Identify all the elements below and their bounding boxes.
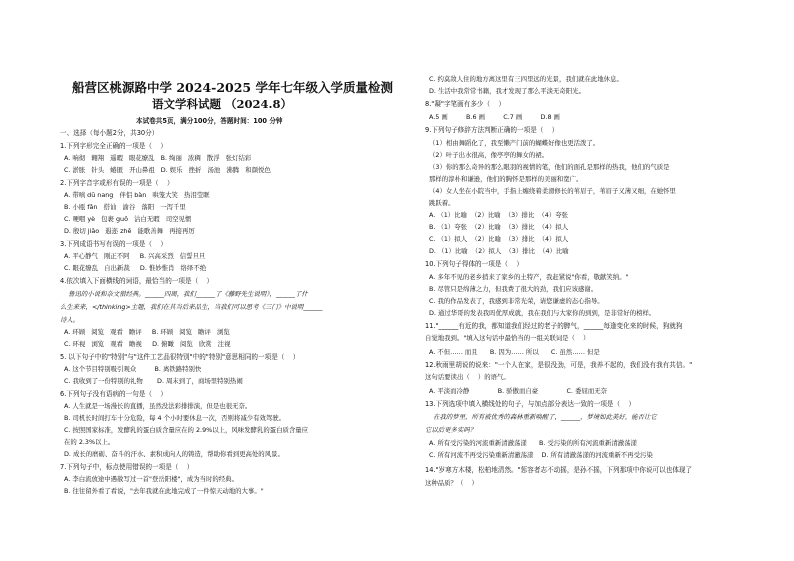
q2-option-d: D. 殷切 jiāo 遐迩 zhē 能歌善舞 再接再厉 bbox=[64, 227, 195, 235]
question-11: 11."______有近的我，都知道我们经过的老子的脾气，______每逢变化来的时候，狗就狗 bbox=[425, 322, 683, 330]
q9-option-c: C. （1）拟人 （2）比喻 （3）排比 （4）拟人 bbox=[429, 235, 569, 243]
q3-option-cd: C. 眼花缭乱 自出新裁 D. 惟妙惟肖 络绎不绝 bbox=[64, 264, 207, 272]
question-3: 3.下列成语书写有误的一项是（ ） bbox=[60, 240, 167, 248]
q13-passage-2: 它以后更多实吗？ bbox=[425, 426, 477, 434]
question-1: 1.下列字形完全正确的一项是（ ） bbox=[60, 142, 167, 150]
q13-option-cd: C. 所有河流不再受污染重新清澈荡漾 D. 所有清澈荡漾的河流重新不再受污染 bbox=[429, 451, 653, 459]
q1-option-cd: C. 淤胀 针头 蜷匿 开山鼻祖 D. 娱乐 挫折 汤池 沸腾 和颜悦色 bbox=[64, 166, 271, 174]
question-11-cont: 自觉地我到。"填入这句话中最恰当的一组关联词是（ ） bbox=[425, 334, 590, 342]
q1-option-ab: A. 响彻 翱翔 遥暇 眼花缭乱 B. 绚丽 浓稠 散浮 张灯结彩 bbox=[64, 154, 252, 162]
q6-option-b: B. 司机长时间打车十分危险，每 4 个小时要休息一次，否则将减少有效驾驶。 bbox=[64, 414, 286, 422]
q9-sentence-3: （3）你的那么奇异的那么眼羽的视情的笔，他们的面孔是那样的热我，他们的气质是 bbox=[429, 163, 670, 171]
question-8: 8."凝"字笔画有多少（ ） bbox=[425, 100, 506, 108]
q2-option-b: B. 小瓯 fǎn 搭讪 渝谷 落阳 一泻千里 bbox=[64, 203, 186, 211]
question-14: 14."岁寒方木楼，松柏地清然。"惩容者志不动摇，是孙不摇，下列那项中你说可以也体现了 bbox=[425, 466, 693, 474]
question-5: 5. 以下句子中的"特别"与"这件工艺品很特别"中的"特别"意思相同的一项是（ ） bbox=[60, 353, 300, 361]
q9-option-a: A. （1）比喻 （2）比喻 （3）排比 （4）夸张 bbox=[429, 211, 569, 219]
q4-option-ab: A. 环顾 阅览 观看 瞻评 B. 环顾 阅览 瞻评 浏览 bbox=[64, 328, 230, 336]
exam-info: 本试卷共5页，满分100分，答题时间：100 分钟 bbox=[136, 117, 283, 125]
q12-options: A. 平淡而冷静 B. 骄傲而自豪 C. 委屈而无奈 bbox=[429, 387, 608, 395]
q10-option-b: B. 尽管只是绵薄之力，但我费了很大的劲，我们应该感谢。 bbox=[429, 285, 598, 293]
q6-option-d: D. 成长的磨砺、奋斗的汗水、素积成向人的铸造，帮助你看到更高处的风景。 bbox=[64, 450, 284, 458]
q8-options: A.5 画 B.6 画 C.7 画 D.8 画 bbox=[429, 113, 560, 121]
q3-option-ab: A. 平心静气 刚正不阿 B. 兴高采烈 信誓旦旦 bbox=[64, 252, 206, 260]
question-4: 4.依次填入下面横线的词语，最恰当的一项是（ ） bbox=[60, 277, 214, 285]
question-12-cont: 这句话要读出（ ）的语气。 bbox=[425, 373, 510, 381]
q9-sentence-2: （2）叶子出水很高，像亭亭的舞女的裙。 bbox=[429, 151, 549, 159]
exam-subtitle: 语文学科试题 （2024.8） bbox=[152, 97, 293, 111]
q13-option-ab: A. 所有受污染的河流重新清澈荡漾 B. 受污染的所有河流重新清澈荡漾 bbox=[429, 439, 637, 447]
q13-passage-1: 在我的梦里，所有被优秀的森林重新唤醒了，______，梦境如此美好，能否让它 bbox=[425, 413, 657, 421]
q9-option-b: B. （1）夸张 （2）比喻 （3）排比 （4）拟人 bbox=[429, 223, 569, 231]
q4-passage-3: 诗人。 bbox=[60, 316, 80, 324]
q6-option-a: A. 人生就是一场漫长的直播，虽然没法彩排排演，但是也很无奈。 bbox=[64, 402, 252, 410]
question-12: 12.秋雨里胡说的说来："一个人在家，是很没劲，可是，我养不起的，我们没有我有共信。" bbox=[425, 361, 693, 369]
q7-option-c: C. 约莫敌人住的地方离这里有三四里远的光景，我们就在此地休息。 bbox=[429, 75, 623, 83]
q4-option-cd: C. 环视 浏览 观看 瞻视 D. 俯瞰 阅览 欣赏 注视 bbox=[64, 340, 231, 348]
q9-sentence-3-cont: 那样的淳朴和谦逊，他们的胸怀是那样的美丽和宽广。 bbox=[429, 175, 583, 183]
q2-option-a: A. 带嗔 dū nang 伴侣 bàn 哄笼大笑 热泪莹眶 bbox=[64, 191, 210, 199]
question-7: 7.下列句子中，标点使用错误的一项是（ ） bbox=[60, 463, 194, 471]
question-2: 2.下列字音字或形有误的一项是（ ） bbox=[60, 179, 174, 187]
q4-passage-1: 鲁迅的小说和杂文很经典。______四周，我们______了《藤野先生说明》，______了什 bbox=[60, 290, 308, 298]
q7-option-d: D. 生活中我常常书籍，我才发现了那么平淡无奇阳光。 bbox=[429, 87, 585, 95]
q9-option-d: D. （1）比喻 （2）拟人 （3）排比 （4）比喻 bbox=[429, 247, 569, 255]
question-14-cont: 这种品质？（ ） bbox=[425, 479, 478, 487]
q11-options: A. 不但…… 而且 B. 因为…… 所以 C. 虽然…… 但是 bbox=[429, 348, 600, 356]
question-6: 6.下列句子没有语病的一句是（ ） bbox=[60, 390, 167, 398]
q4-passage-2: 么生来来，</thinking>主题，我们在其当后来品生，当我们可以思考《三门》中说明______ bbox=[60, 303, 323, 311]
q10-option-d: D. 通过华哥的发表我吗优厚成就，我在我们与大家你的到到，是非常好的榜样。 bbox=[429, 309, 656, 317]
exam-title: 船营区桃源路中学 2024-2025 学年七年级入学质量检测 bbox=[72, 80, 393, 95]
q9-sentence-4-cont: 跳跃着。 bbox=[429, 199, 455, 207]
section-heading: 一、选择（每小题2分，共30分） bbox=[60, 129, 159, 137]
q6-option-c-cont: 在的 2.3%以上。 bbox=[64, 438, 115, 446]
q9-sentence-1: （1）相由舞蹈化了，我至懒产门前的蝴蝶好像也更活泼了。 bbox=[429, 139, 600, 147]
q9-sentence-4: （4）女人坐在小院当中，手指上缠绕着柔滑修长的苇眉子，苇眉子又薄又细，在她怀里 bbox=[429, 187, 676, 195]
q2-option-c: C. 哽咽 yè 包裹 guǒ 沾白无暇 司空见惯 bbox=[64, 215, 192, 223]
q6-option-c: C. 按照国家标准，发酵乳的蛋白质含量应在的 2.9%以上，风味发酵乳的蛋白质含量应 bbox=[64, 426, 309, 434]
q7-option-b: B. 往往留外看了看说，"去年我就在此地完成了一件惊天动地的大事。" bbox=[64, 487, 264, 495]
q5-option-cd: C. 我收到了一份特别的礼物 D. 周末到了，商场里特别热闹 bbox=[64, 377, 243, 385]
q10-option-c: C. 我的作品发表了，我感到非常光荣，请您谦虚的态心指导。 bbox=[429, 297, 604, 305]
question-13: 13.下列选项中填入横线处的句子，与加点部分表达一致的一项是（ ） bbox=[425, 400, 636, 408]
q7-option-a: A. 李白流放途中遇赦写过一首"登岳阳楼"，成为当时的经典。 bbox=[64, 475, 238, 483]
q10-option-a: A. 多年不见的老乡捎来了家乡的土特产，我赶紧说"你看，敬献笑纳。" bbox=[429, 273, 629, 281]
question-9: 9.下列句子修辞方法判断正确的一项是（ ） bbox=[425, 126, 559, 134]
question-10: 10.下列句子得体的一项是（ ） bbox=[425, 260, 523, 268]
q5-option-ab: A. 这个节目特别吸引观众 B. 离铁路特别快 bbox=[64, 365, 202, 373]
